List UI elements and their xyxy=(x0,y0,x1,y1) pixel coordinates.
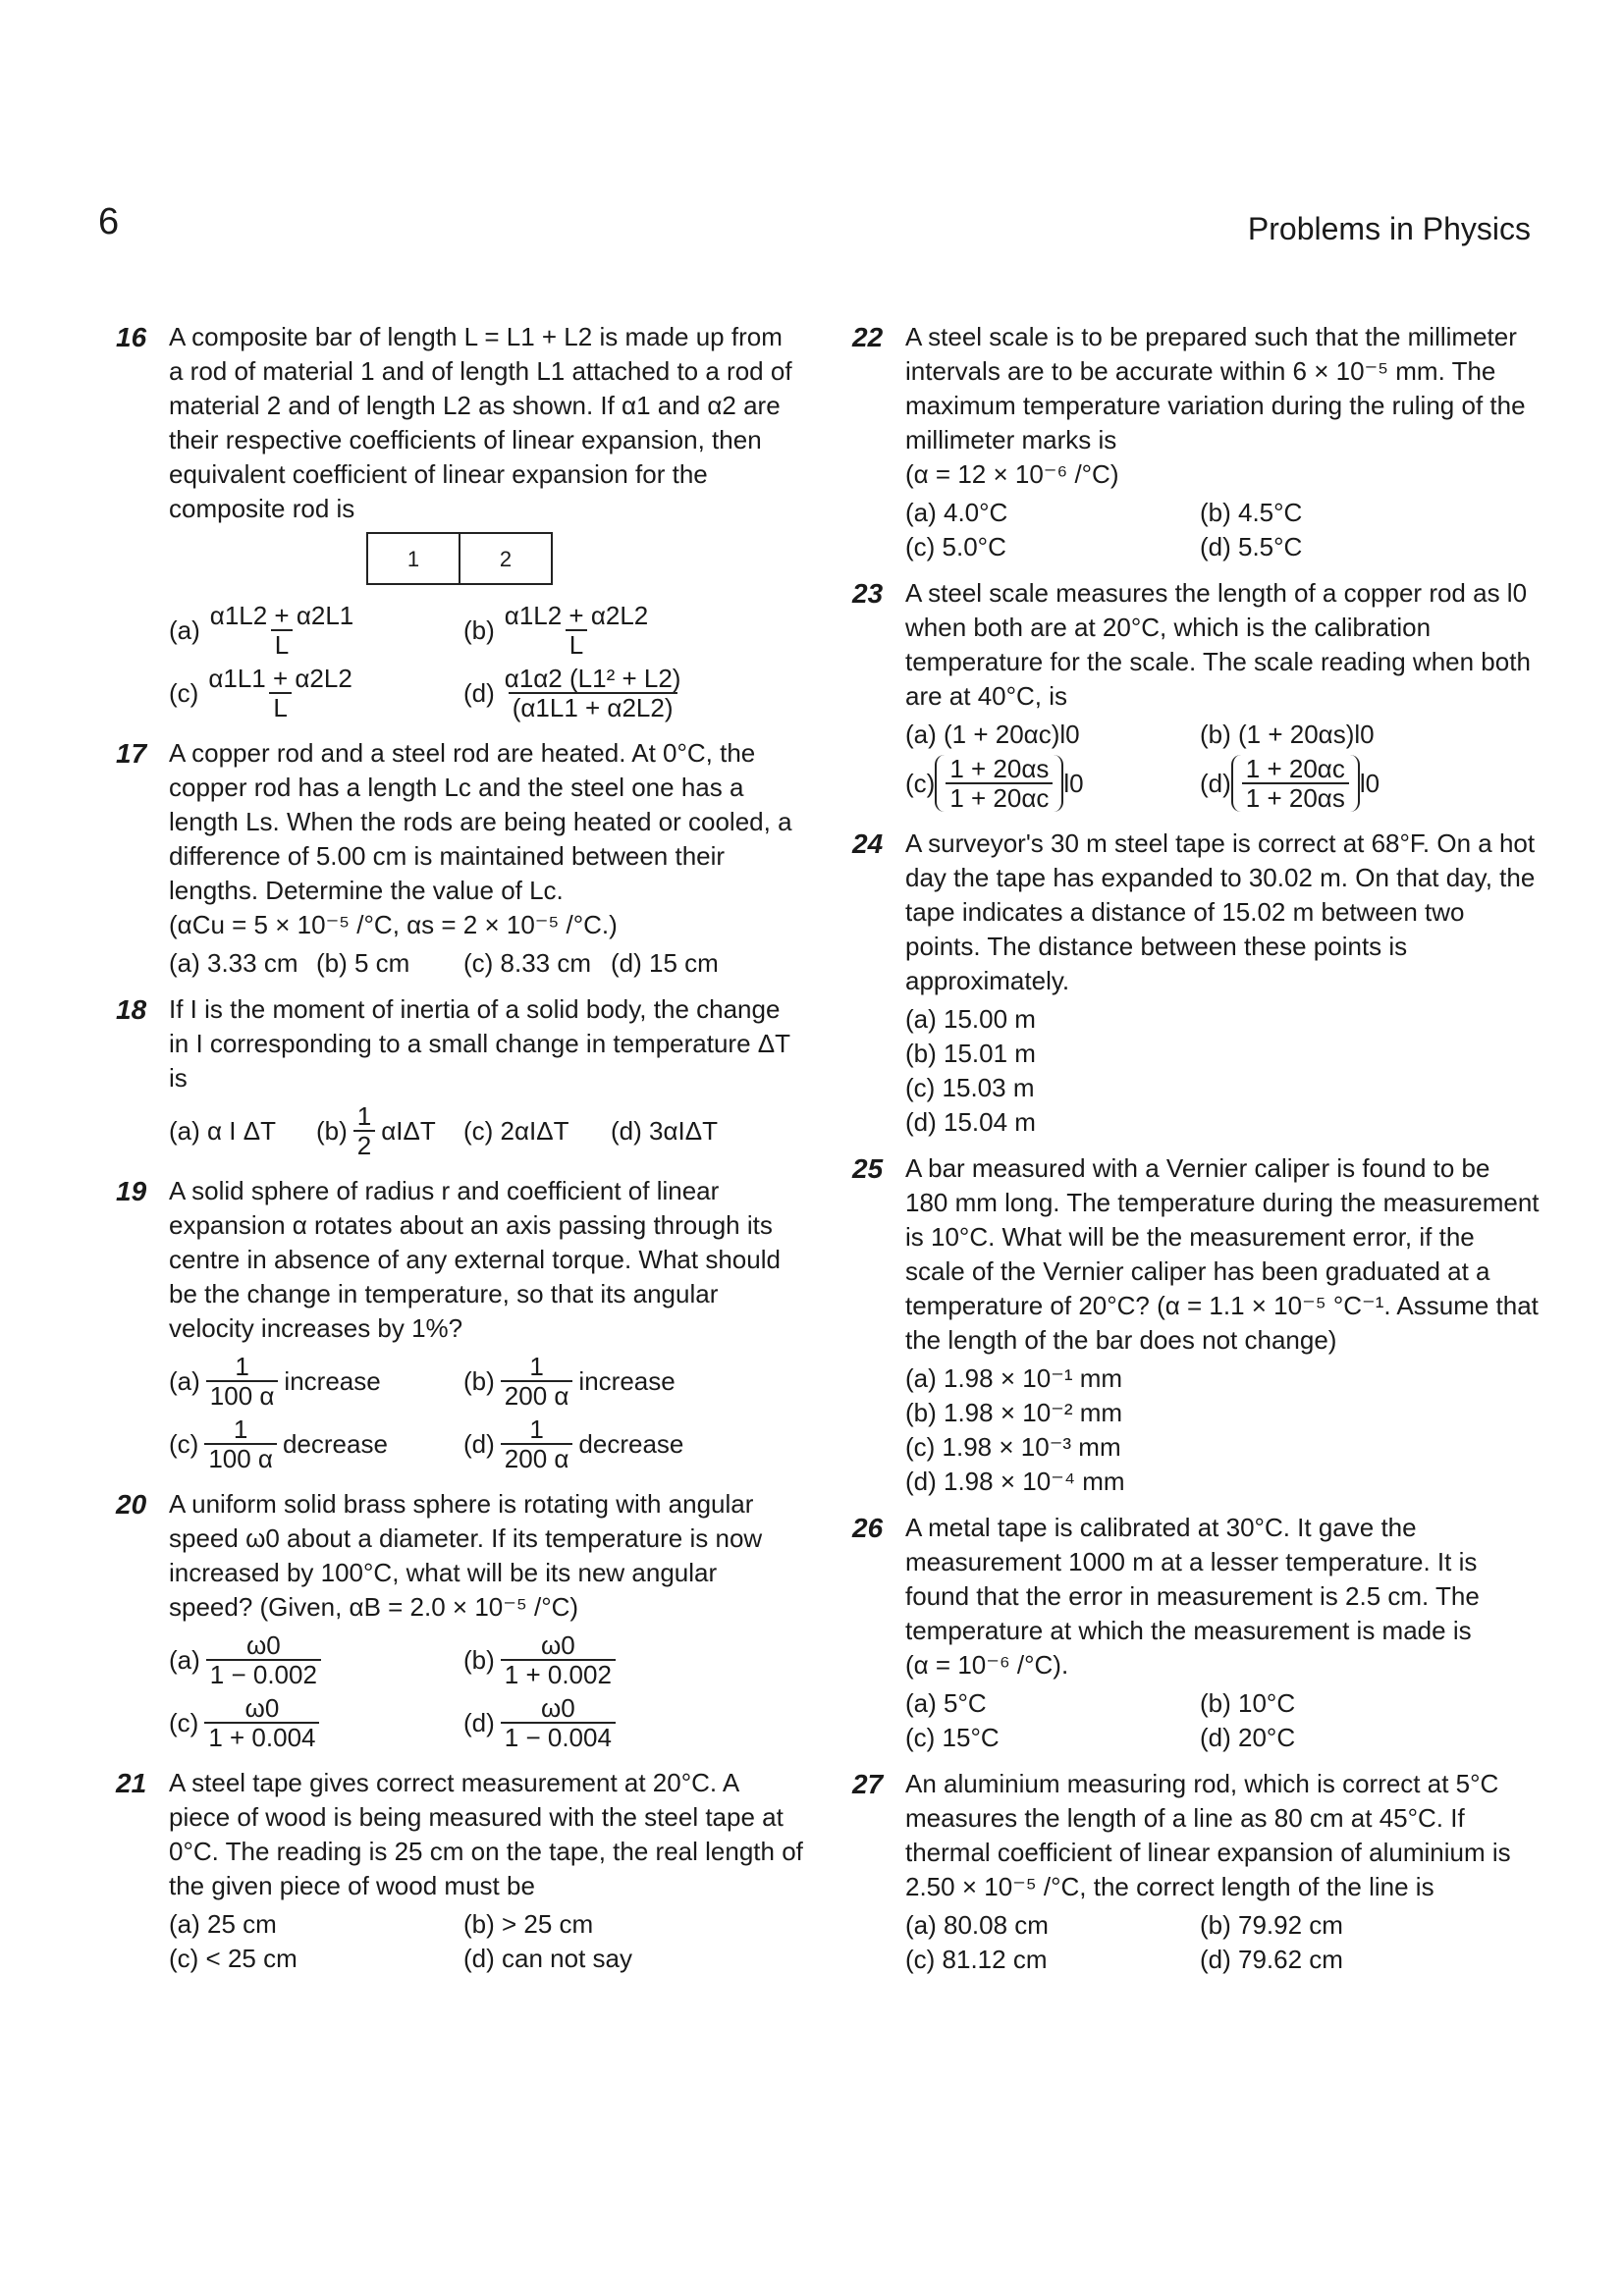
bracket xyxy=(935,755,1063,812)
fraction: $\frac{1 + 20\alpha c}{1 + 20\alpha s}$ xyxy=(1242,755,1349,812)
question-stem: A composite bar of length L = L1 + L2 is made up from a rod of material 1 and of length L1 attached to a rod of material 2 and of length L2 as shown. If α1 and α2 are their respective coefficients of linear expansion, then equivalent coefficient of linear expansion for the composite rod is xyxy=(169,322,792,523)
option-a[interactable]: (a) 15.00 m xyxy=(905,1004,1036,1034)
question-17 xyxy=(116,736,803,981)
option-a[interactable]: (a) 3.33 cm xyxy=(169,948,298,978)
option-c[interactable]: (c) < 25 cm xyxy=(169,1944,298,1973)
question-number: 27 xyxy=(852,1769,884,1799)
question-stem: A metal tape is calibrated at 30°C. It gave the measurement 1000 m at a lesser temperature. It is found that the error in measurement is 2.5 cm. The temperature at which the measurement is made is xyxy=(905,1513,1480,1645)
fraction: α1α2 (L1² + L2) (α1L1 + α2L2) xyxy=(504,664,681,722)
question-25 xyxy=(852,1151,1540,1499)
option-a[interactable]: (a) ω0 1 − 0.002 xyxy=(169,1629,463,1691)
option-b[interactable]: (b) (1 + 20αs)l0 xyxy=(1200,720,1375,749)
option-d[interactable]: (d) 3αIΔT xyxy=(611,1115,718,1146)
fraction: ω0 1 − 0.002 xyxy=(206,1631,321,1688)
option-d[interactable]: (d) 5.5°C xyxy=(1200,532,1303,561)
option-c[interactable]: (c) 2αIΔT xyxy=(463,1115,569,1146)
option-d[interactable]: (d) 1.98 × 10⁻⁴ mm xyxy=(905,1467,1125,1496)
question-18 xyxy=(116,992,803,1162)
question-23 xyxy=(852,576,1540,815)
question-stem: A solid sphere of radius r and coefficient of linear expansion α rotates about an axis passing through its centre in absence of any external torque. What should be the change in temperature, so that its angular velocity increases by 1%? xyxy=(169,1176,781,1343)
question-stem: An aluminium measuring rod, which is correct at 5°C measures the length of a line as 80 cm at 45°C. If thermal coefficient of linear expansion of aluminium is 2.50 × 10⁻⁵ /°C, the correct length of the line is xyxy=(905,1769,1511,1901)
option-a[interactable]: (a) 4.0°C xyxy=(905,498,1008,527)
question-26 xyxy=(852,1511,1540,1755)
option-a[interactable]: (a) 80.08 cm xyxy=(905,1910,1049,1940)
right-column xyxy=(852,320,1540,1989)
option-c[interactable]: (c) 81.12 cm xyxy=(905,1945,1048,1974)
left-column xyxy=(116,320,803,1988)
question-stem: A copper rod and a steel rod are heated. At 0°C, the copper rod has a length Lc and the steel one has a length Ls. When the rods are being heated or cooled, a difference of 5.00 cm is maintained between their lengths. Determine the value of Lc. xyxy=(169,738,792,905)
option-c[interactable]: (c) 8.33 cm xyxy=(463,948,592,978)
question-number: 23 xyxy=(852,578,884,609)
question-stem: A steel scale measures the length of a copper rod as l0 when both are at 20°C, which is the calibration temperature for the scale. The scale reading when both are at 40°C, is xyxy=(905,578,1531,711)
option-d[interactable]: (d) $\frac{1 + 20\alpha c}{1 + 20\alpha s}$ l0 xyxy=(1200,754,1380,813)
book-title: Problems in Physics xyxy=(1247,211,1531,246)
given-data: (α = 12 × 10⁻⁶ /°C) xyxy=(905,459,1119,489)
fraction: α1L2 + α2L1 L xyxy=(209,601,354,660)
option-b[interactable]: (b) 5 cm xyxy=(316,948,410,978)
question-number: 20 xyxy=(116,1489,147,1520)
option-a[interactable]: (a) (1 + 20αc)l0 xyxy=(905,720,1080,749)
bar-segment-2: 2 xyxy=(460,532,553,585)
question-number: 21 xyxy=(116,1768,147,1798)
options xyxy=(905,1908,1540,1977)
question-27 xyxy=(852,1767,1540,1977)
fraction: 1 2 xyxy=(353,1102,375,1159)
option-c[interactable]: (c) 1.98 × 10⁻³ mm xyxy=(905,1432,1121,1462)
fraction: α1L1 + α2L2 L xyxy=(208,664,352,722)
question-22 xyxy=(852,320,1540,564)
option-b[interactable]: (b) 10°C xyxy=(1200,1688,1296,1718)
option-b[interactable]: (b) 4.5°C xyxy=(1200,498,1303,527)
option-c[interactable]: (c) 1 100 α decrease xyxy=(169,1415,388,1473)
option-b[interactable]: (b) 1 200 α increase xyxy=(463,1352,676,1411)
options xyxy=(169,1907,803,1976)
options xyxy=(169,1629,803,1754)
option-a[interactable]: (a) 1 100 α increase xyxy=(169,1352,381,1411)
question-number: 17 xyxy=(116,738,147,769)
question-stem: A steel scale is to be prepared such that the millimeter intervals are to be accurate within 6 × 10⁻⁵ mm. The maximum temperature variation during the ruling of the millimeter marks is xyxy=(905,322,1526,454)
options xyxy=(905,1686,1540,1755)
option-b[interactable]: (b) 15.01 m xyxy=(905,1039,1036,1068)
question-number: 26 xyxy=(852,1513,884,1543)
option-a[interactable]: (a) 25 cm xyxy=(169,1909,277,1939)
question-number: 25 xyxy=(852,1153,884,1184)
fraction: 1 100 α xyxy=(204,1415,277,1472)
option-c[interactable]: (c) ω0 1 + 0.004 xyxy=(169,1691,463,1754)
option-c[interactable]: (c) $\frac{1 + 20\alpha s}{1 + 20\alpha c}$ l0 xyxy=(905,754,1084,813)
fraction: 1 200 α xyxy=(501,1415,573,1472)
option-b[interactable]: (b) 1 2 αIΔT xyxy=(316,1101,436,1160)
bracket xyxy=(1231,755,1360,812)
fraction: ω0 1 + 0.002 xyxy=(501,1631,616,1688)
question-number: 22 xyxy=(852,322,884,352)
option-d[interactable]: (d) 15 cm xyxy=(611,948,719,978)
question-20 xyxy=(116,1487,803,1754)
fraction: ω0 1 + 0.004 xyxy=(204,1694,319,1751)
option-c[interactable]: (c) α1L1 + α2L2 L xyxy=(169,662,463,724)
fraction: 1 200 α xyxy=(501,1353,573,1410)
option-c[interactable]: (c) 15.03 m xyxy=(905,1073,1035,1102)
option-d[interactable]: (d) 15.04 m xyxy=(905,1107,1036,1137)
fraction: ω0 1 − 0.004 xyxy=(501,1694,616,1751)
options xyxy=(169,1350,803,1475)
options xyxy=(169,946,803,981)
options xyxy=(169,599,803,724)
question-number: 19 xyxy=(116,1176,147,1206)
option-c[interactable]: (c) 15°C xyxy=(905,1723,1000,1752)
option-a[interactable]: (a) 1.98 × 10⁻¹ mm xyxy=(905,1363,1123,1393)
fraction: 1 100 α xyxy=(206,1353,279,1410)
option-a[interactable]: (a) α1L2 + α2L1 L xyxy=(169,599,463,662)
question-16 xyxy=(116,320,803,724)
option-a[interactable]: (a) α I ΔT xyxy=(169,1115,276,1146)
option-b[interactable]: (b) α1L2 + α2L2 L xyxy=(463,599,758,662)
option-d[interactable]: (d) 79.62 cm xyxy=(1200,1945,1343,1974)
composite-bar-figure xyxy=(116,532,803,585)
question-stem: If I is the moment of inertia of a solid body, the change in I corresponding to a small change in temperature ΔT is xyxy=(169,994,790,1093)
option-d[interactable]: (d) can not say xyxy=(463,1944,632,1973)
options xyxy=(905,1002,1540,1140)
question-stem: A uniform solid brass sphere is rotating with angular speed ω0 about a diameter. If its temperature is now increased by 100°C, what will be its new angular speed? (Given, αB = 2.0 × 10⁻⁵ /°C) xyxy=(169,1489,763,1622)
fraction: $\frac{1 + 20\alpha s}{1 + 20\alpha c}$ xyxy=(946,755,1053,812)
options xyxy=(905,1362,1540,1499)
question-stem: A surveyor's 30 m steel tape is correct at 68°F. On a hot day the tape has expanded to 30.02 m. On that day, the tape indicates a distance of 15.02 m between two points. The distance between these points is approximately. xyxy=(905,828,1536,995)
option-b[interactable]: (b) 1.98 × 10⁻² mm xyxy=(905,1398,1123,1427)
question-number: 18 xyxy=(116,994,147,1025)
option-a[interactable]: (a) 5°C xyxy=(905,1688,987,1718)
option-b[interactable]: (b) > 25 cm xyxy=(463,1909,594,1939)
options xyxy=(169,1099,803,1162)
given-data: (αCu = 5 × 10⁻⁵ /°C, αs = 2 × 10⁻⁵ /°C.) xyxy=(169,910,618,939)
bar-segment-1: 1 xyxy=(366,532,460,585)
fraction: α1L2 + α2L2 L xyxy=(504,601,649,660)
question-number: 24 xyxy=(852,828,884,859)
option-c[interactable]: (c) 5.0°C xyxy=(905,532,1006,561)
option-d[interactable]: (d) 20°C xyxy=(1200,1723,1296,1752)
option-b[interactable]: (b) 79.92 cm xyxy=(1200,1910,1343,1940)
option-b[interactable]: (b) ω0 1 + 0.002 xyxy=(463,1629,758,1691)
question-21 xyxy=(116,1766,803,1976)
question-stem: A steel tape gives correct measurement at 20°C. A piece of wood is being measured with the steel tape at 0°C. The reading is 25 cm on the tape, the real length of the given piece of wood must be xyxy=(169,1768,803,1900)
options xyxy=(905,496,1540,564)
question-19 xyxy=(116,1174,803,1475)
question-stem: A bar measured with a Vernier caliper is found to be 180 mm long. The temperature during the measurement is 10°C. What will be the measurement error, if the scale of the Vernier caliper has been graduated at a temperature of 20°C? (α = 1.1 × 10⁻⁵ °C⁻¹. Assume that the length of the bar does not change) xyxy=(905,1153,1540,1355)
page-number: 6 xyxy=(98,201,120,242)
question-number: 16 xyxy=(116,322,147,352)
given-data: (α = 10⁻⁶ /°C). xyxy=(905,1650,1069,1680)
option-d[interactable]: (d) ω0 1 − 0.004 xyxy=(463,1691,758,1754)
options xyxy=(905,718,1540,815)
option-d[interactable]: (d) α1α2 (L1² + L2) (α1L1 + α2L2) xyxy=(463,662,758,724)
option-d[interactable]: (d) 1 200 α decrease xyxy=(463,1415,684,1473)
question-24 xyxy=(852,827,1540,1140)
